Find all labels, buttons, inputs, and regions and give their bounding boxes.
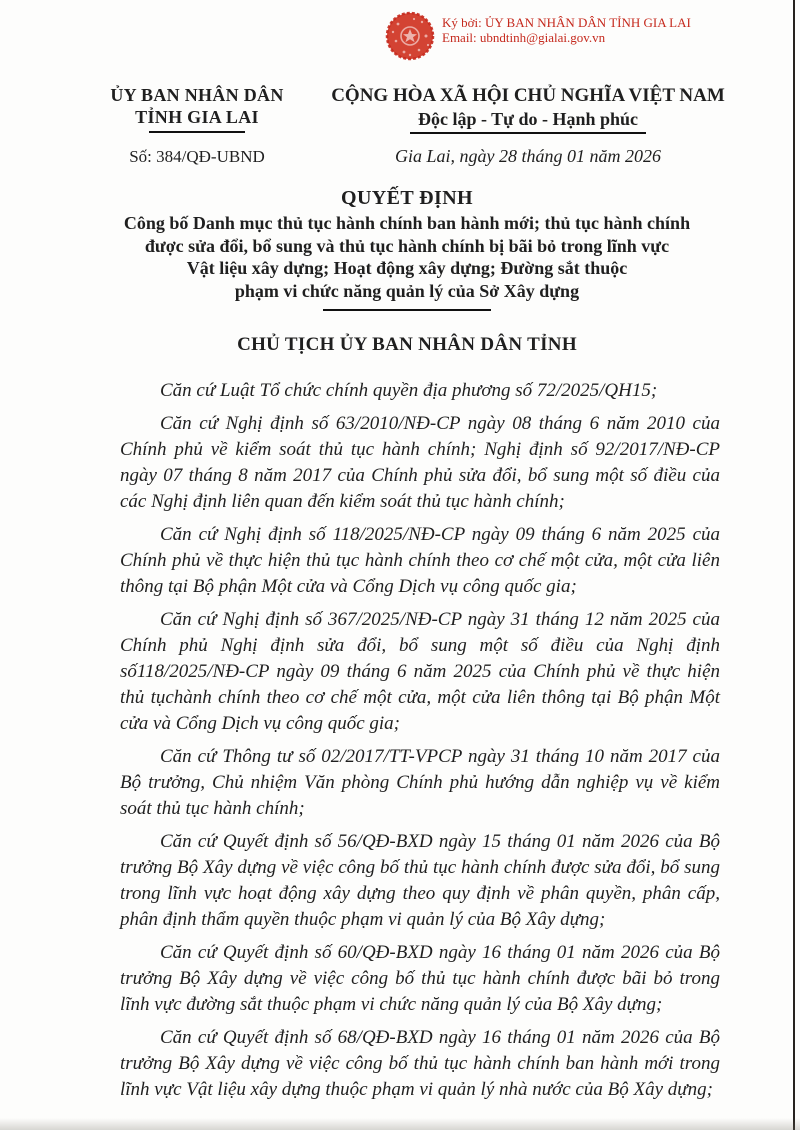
legal-basis-paragraph: Căn cứ Nghị định số 118/2025/NĐ-CP ngày 09 tháng 6 năm 2025 của Chính phủ về thực hiện thủ tục hành chính theo cơ chế một cửa, một cửa liên thông tại Bộ phận Một cửa và Cổng Dịch vụ công quốc gia; bbox=[120, 524, 720, 597]
legal-basis-paragraph: Căn cứ Nghị định số 367/2025/NĐ-CP ngày 31 tháng 12 năm 2025 của Chính phủ Nghị định sửa đổi, bổ sung một số điều của Nghị định số118/2025/NĐ-CP ngày 09 tháng 6 năm 2025 của Chính phủ về thực hiện thủ tụchành chính theo cơ chế một cửa, một cửa liên thông tại Bộ phận Một cửa và Cổng Dịch vụ công quốc gia; bbox=[120, 609, 720, 734]
legal-basis-paragraph: Căn cứ Nghị định số 63/2010/NĐ-CP ngày 08 tháng 6 năm 2010 của Chính phủ về kiểm soát thủ tục hành chính; Nghị định số 92/2017/NĐ-CP ngày 07 tháng 8 năm 2017 của Chính phủ sửa đổi, bổ sung một số điều của các Nghị định liên quan đến kiểm soát thủ tục hành chính; bbox=[120, 413, 720, 512]
place-and-date: Gia Lai, ngày 28 tháng 01 năm 2026 bbox=[394, 146, 661, 166]
scan-bottom-shadow bbox=[0, 1118, 800, 1130]
motto-underline bbox=[410, 132, 646, 134]
legal-basis-section bbox=[120, 378, 720, 1103]
title-divider bbox=[323, 309, 491, 311]
republic-name: CỘNG HÒA XÃ HỘI CHỦ NGHĨA VIỆT NAM bbox=[331, 85, 725, 106]
official-seal-icon bbox=[384, 10, 436, 62]
issuer-underline bbox=[149, 131, 245, 133]
issuer-block bbox=[82, 84, 312, 167]
subtitle-line: được sửa đổi, bổ sung và thủ tục hành chính bị bãi bỏ trong lĩnh vực bbox=[144, 235, 670, 256]
national-header-block bbox=[326, 84, 730, 167]
issuer-name-line1: ỦY BAN NHÂN DÂN bbox=[110, 85, 284, 105]
page-edge-line bbox=[793, 0, 795, 1130]
document-number: Số: 384/QĐ-UBND bbox=[129, 147, 265, 166]
national-motto: Độc lập - Tự do - Hạnh phúc bbox=[417, 109, 639, 129]
legal-basis-paragraph: Căn cứ Luật Tổ chức chính quyền địa phương số 72/2025/QH15; bbox=[160, 380, 658, 401]
legal-basis-paragraph: Căn cứ Quyết định số 68/QĐ-BXD ngày 16 tháng 01 năm 2026 của Bộ trưởng Bộ Xây dựng về việc công bố thủ tục hành chính ban hành mới trong lĩnh vực Vật liệu xây dựng thuộc phạm vi quản lý nhà nước của Bộ Xây dựng; bbox=[120, 1027, 720, 1100]
document-content bbox=[92, 186, 722, 1110]
decision-title: QUYẾT ĐỊNH bbox=[341, 187, 473, 209]
decision-subtitle bbox=[92, 212, 722, 302]
subtitle-line: Công bố Danh mục thủ tục hành chính ban hành mới; thủ tục hành chính bbox=[123, 213, 691, 233]
legal-basis-paragraph: Căn cứ Thông tư số 02/2017/TT-VPCP ngày 31 tháng 10 năm 2017 của Bộ trưởng, Chủ nhiệm Văn phòng Chính phủ hướng dẫn nghiệp vụ về kiểm soát thủ tục hành chính; bbox=[120, 746, 720, 819]
legal-basis-paragraph: Căn cứ Quyết định số 60/QĐ-BXD ngày 16 tháng 01 năm 2026 của Bộ trưởng Bộ Xây dựng về việc công bố thủ tục hành chính được bãi bỏ trong lĩnh vực đường sắt thuộc phạm vi chức năng quản lý của Bộ Xây dựng; bbox=[120, 942, 720, 1015]
issuer-name-line2: TỈNH GIA LAI bbox=[135, 107, 259, 127]
subtitle-line: phạm vi chức năng quản lý của Sở Xây dựng bbox=[234, 280, 580, 301]
signature-email: Email: ubndtinh@gialai.gov.vn bbox=[442, 30, 606, 45]
signature-signed-by: Ký bởi: ỦY BAN NHÂN DÂN TỈNH GIA LAI bbox=[442, 15, 691, 30]
digital-signature-block bbox=[384, 10, 691, 62]
signature-text bbox=[442, 10, 691, 45]
legal-basis-paragraph: Căn cứ Quyết định số 56/QĐ-BXD ngày 15 tháng 01 năm 2026 của Bộ trưởng Bộ Xây dựng về việc công bố thủ tục hành chính được sửa đổi, bổ sung trong lĩnh vực hoạt động xây dựng theo quy định về phân quyền, phân cấp, phân định thẩm quyền thuộc phạm vi quản lý của Bộ Xây dựng; bbox=[120, 831, 720, 930]
subtitle-line: Vật liệu xây dựng; Hoạt động xây dựng; Đường sắt thuộc bbox=[186, 258, 628, 278]
authority-heading: CHỦ TỊCH ỦY BAN NHÂN DÂN TỈNH bbox=[237, 334, 577, 355]
